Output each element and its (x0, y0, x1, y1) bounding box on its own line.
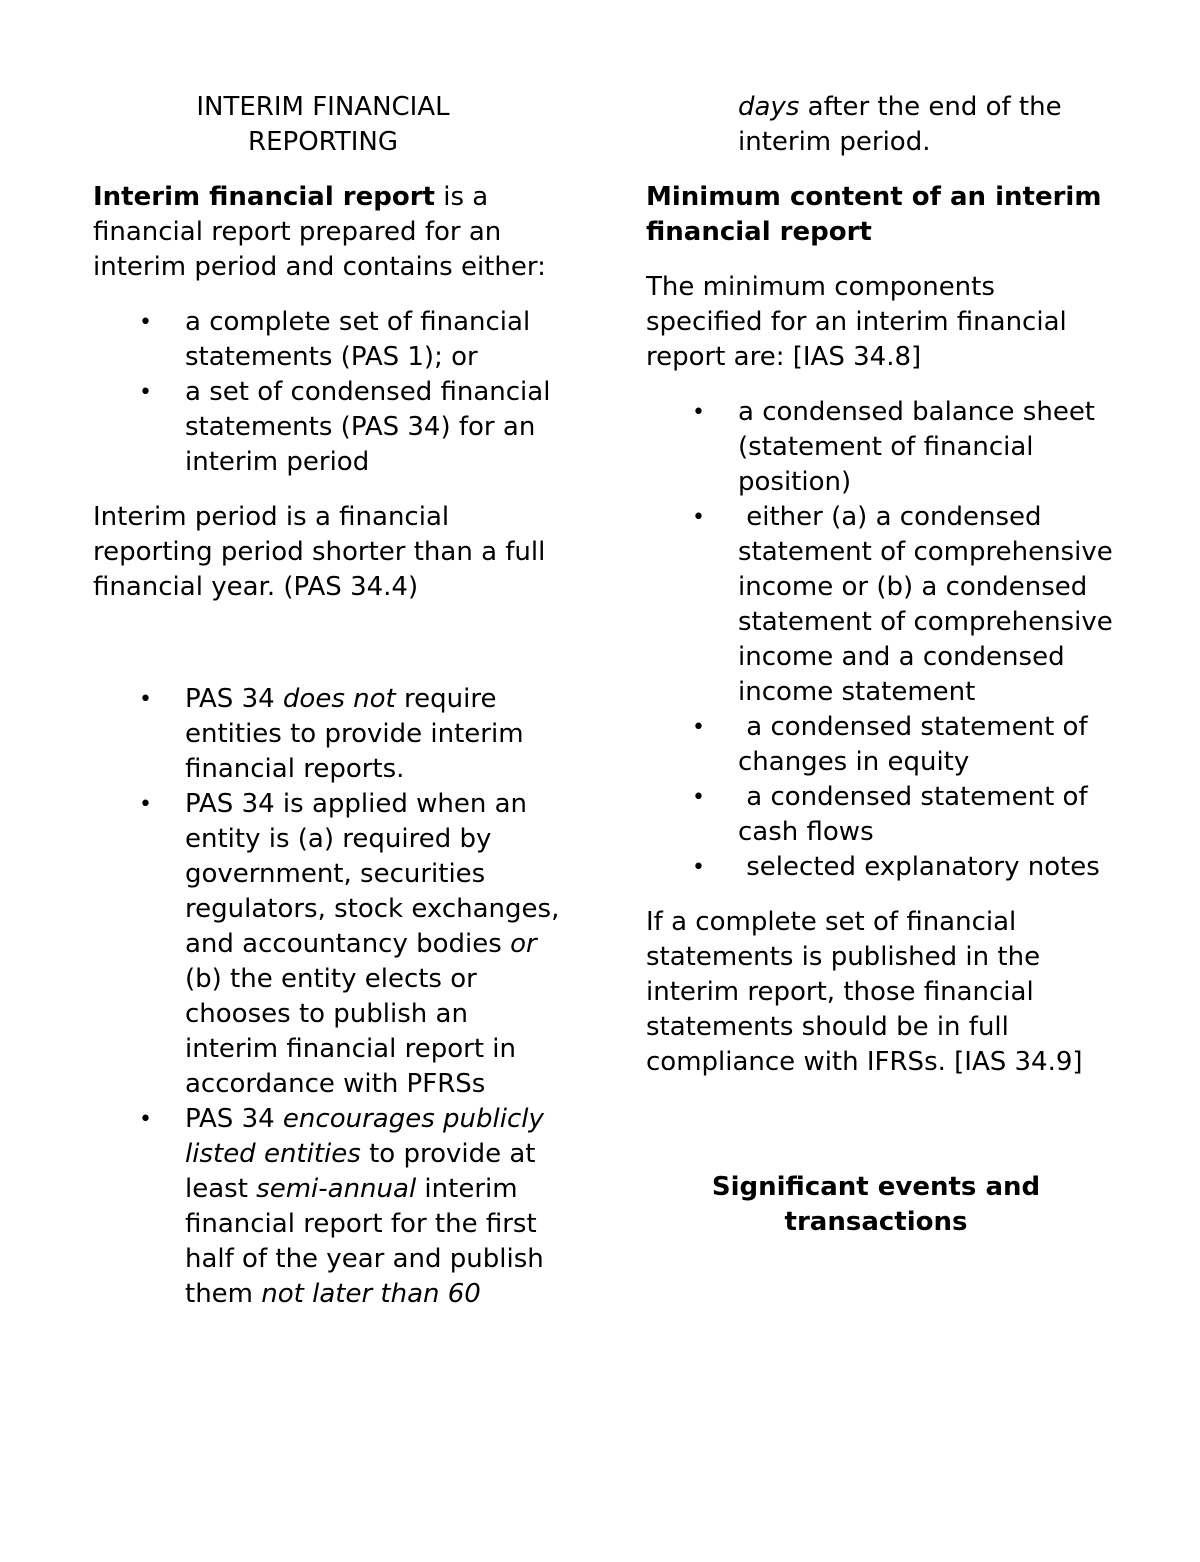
bullet-icon: • (139, 687, 152, 712)
list-item-text: either (a) a condensed statement of comprehensive income or (b) a condensed statement of comprehensive income and a condensed income statement (738, 502, 1121, 707)
list-item (93, 1102, 563, 1312)
list-item-text: a condensed balance sheet (statement of financial position) (738, 397, 1096, 497)
left-column (93, 90, 563, 1332)
list-item (646, 780, 1116, 850)
continued-list-text (646, 90, 1116, 160)
text-run: PAS 34 (185, 1104, 283, 1134)
minimum-components-list (646, 395, 1121, 885)
compliance-paragraph: If a complete set of financial statements is published in the interim report, those financial statements should be in full compliance with IFRSs. [IAS 34.9] (646, 907, 1083, 1077)
text-run: to provide at least (185, 1139, 536, 1204)
list-item (93, 375, 563, 480)
bullet-icon: • (139, 310, 152, 335)
pas34-notes-list (93, 682, 563, 1312)
spacer (93, 625, 563, 682)
minimum-components-intro: The minimum components specified for an interim financial report are: [IAS 34.8] (646, 272, 1067, 372)
list-item (646, 710, 1116, 780)
emphasis-text: encourages publicly listed entities (185, 1104, 544, 1169)
heading-line-2: transactions (784, 1207, 968, 1237)
bullet-icon: • (139, 792, 152, 817)
emphasis-text: days (738, 92, 800, 122)
bullet-icon: • (692, 855, 705, 880)
bullet-icon: • (139, 1107, 152, 1132)
text-run: interim financial report for the first half of the year and publish them (185, 1174, 544, 1309)
report-types-list (93, 305, 563, 480)
definition-paragraph (93, 180, 563, 285)
bullet-icon: • (692, 785, 705, 810)
text-run: (b) the entity elects or chooses to publish an interim financial report in accordance with PFRSs (185, 964, 516, 1099)
title-line-1: INTERIM FINANCIAL (196, 92, 450, 122)
list-item (646, 850, 1116, 885)
definition-term: Interim financial report (93, 182, 435, 212)
bullet-icon: • (692, 715, 705, 740)
right-column (646, 90, 1121, 1240)
emphasis-text: or (510, 929, 537, 959)
list-item (93, 682, 563, 787)
page-title (93, 90, 563, 160)
section-heading-minimum-content: Minimum content of an interim financial report (646, 182, 1102, 247)
bullet-icon: • (692, 505, 705, 530)
text-run: PAS 34 (185, 684, 283, 714)
list-item-text: a condensed statement of cash flows (738, 782, 1096, 847)
spacer (646, 1100, 1116, 1170)
definition-text: is a financial report prepared for an interim period and contains either: (93, 182, 546, 282)
list-item (93, 787, 563, 1102)
heading-line-1: Significant events and (711, 1172, 1041, 1202)
bullet-icon: • (692, 400, 705, 425)
list-item-text: a condensed statement of changes in equity (738, 712, 1096, 777)
text-run: PAS 34 is applied when an entity is (a) required by government, securities regulators, stock exchanges, and accountancy bodies (185, 789, 560, 959)
text-run: after the end of the interim period. (738, 92, 1062, 157)
list-item (646, 500, 1121, 710)
list-item-text: a set of condensed financial statements (PAS 34) for an interim period (185, 377, 551, 477)
title-line-2: REPORTING (248, 127, 398, 157)
list-item-text: selected explanatory notes (738, 852, 1100, 882)
emphasis-text: semi-annual (256, 1174, 417, 1204)
text-run: require entities to provide interim financial reports. (185, 684, 524, 784)
interim-period-definition: Interim period is a financial reporting period shorter than a full financial year. (PAS 34.4) (93, 502, 546, 602)
list-item-text: a complete set of financial statements (PAS 1); or (185, 307, 531, 372)
list-item (93, 305, 563, 375)
list-item (646, 395, 1116, 500)
bullet-icon: • (139, 380, 152, 405)
emphasis-text: does not (282, 684, 396, 714)
emphasis-text: not later than 60 (261, 1279, 481, 1309)
section-heading-significant-events (646, 1170, 1116, 1240)
